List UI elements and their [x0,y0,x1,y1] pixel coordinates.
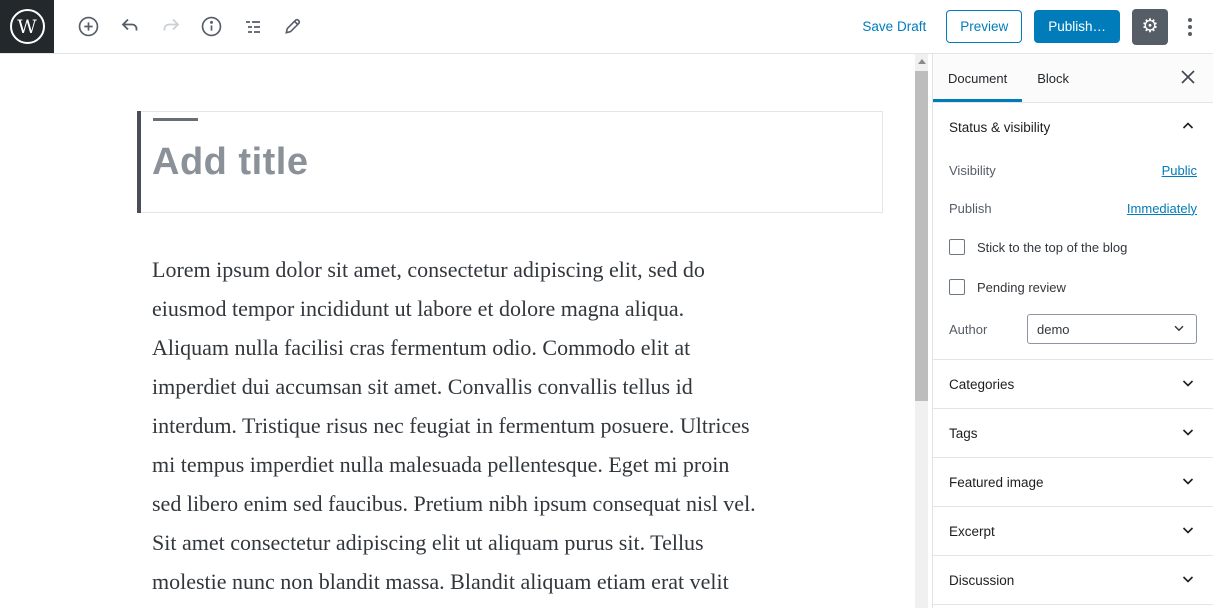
status-visibility-header[interactable] [933,103,1213,151]
publish-button[interactable]: Publish… [1034,10,1120,43]
paragraph-line[interactable]: interdum. Tristique risus nec feugiat in fermentum posuere. Ultrices [152,413,750,438]
paragraph-line[interactable]: eiusmod tempor incididunt ut labore et dolore magna aliqua. [152,296,685,321]
publish-row [949,189,1197,227]
panel-title: Tags [949,425,978,441]
chevron-down-icon [1179,472,1197,493]
visibility-row [949,151,1197,189]
paragraph-line[interactable]: Sit amet consectetur adipiscing elit ut aliquam purus sit. Tellus [152,530,704,555]
stick-to-top-label[interactable]: Stick to the top of the blog [977,239,1128,255]
pending-review-label[interactable]: Pending review [977,279,1066,295]
settings-sidebar [932,54,1213,608]
author-select[interactable] [1027,314,1197,344]
pencil-icon [282,15,306,39]
chevron-down-icon [1171,320,1187,339]
editor-canvas [0,54,915,608]
close-icon [1181,70,1195,87]
panel-title: Discussion [949,572,1015,588]
paragraph-line[interactable]: mi tempus imperdiet nulla malesuada pellentesque. Eget mi proin [152,452,730,477]
selected-block-indicator [137,111,141,213]
chevron-down-icon [1179,521,1197,542]
paragraph-line[interactable]: Lorem ipsum dolor sit amet, consectetur adipiscing elit, sed do [152,257,705,282]
featured-image-panel [933,458,1213,507]
visibility-value-link[interactable]: Public [1161,162,1197,178]
panel-title: Excerpt [949,523,995,539]
header-actions [854,9,1200,45]
pending-review-row [949,267,1197,307]
paragraph-line[interactable]: imperdiet dui accumsan sit amet. Convallis convallis tellus id [152,374,693,399]
categories-panel [933,360,1213,409]
redo-icon [159,15,183,39]
tab-document[interactable]: Document [933,54,1022,102]
author-select-value: demo [1037,321,1070,337]
undo-button[interactable] [116,13,143,40]
wordpress-logo-icon: W [10,9,45,44]
chevron-down-icon [1179,423,1197,444]
preview-button[interactable]: Preview [946,10,1022,43]
close-sidebar-button[interactable] [1175,65,1201,91]
chevron-up-icon [1179,117,1197,138]
tab-block[interactable]: Block [1037,70,1070,86]
redo-button[interactable] [157,13,184,40]
block-drag-handle[interactable] [153,118,198,121]
more-options-icon [1188,18,1192,22]
discussion-panel [933,556,1213,605]
pending-review-checkbox[interactable] [949,279,965,295]
post-title-placeholder[interactable]: Add title [152,141,309,183]
panel-title: Status & visibility [949,119,1051,135]
paragraph-line[interactable]: sed libero enim sed faucibus. Pretium nibh ipsum consequat nisl vel. [152,491,756,516]
add-block-icon [76,14,101,39]
more-options-button[interactable] [1180,12,1200,42]
author-label: Author [949,321,988,337]
scrollbar-thumb[interactable] [915,71,928,401]
status-visibility-panel [933,103,1213,360]
visibility-label: Visibility [949,162,996,178]
scroll-up-arrow-icon [918,59,926,64]
stick-to-top-row [949,227,1197,267]
author-row [949,307,1197,351]
wordpress-logo[interactable] [0,0,54,53]
panel-title: Featured image [949,474,1044,490]
edit-mode-button[interactable] [280,13,307,40]
undo-icon [118,15,142,39]
list-view-icon [241,15,265,39]
post-title-block[interactable] [137,111,883,213]
editor-header [0,0,1213,54]
header-toolbar [75,13,307,40]
tags-panel-header[interactable] [933,409,1213,457]
paragraph-line[interactable]: Aliquam nulla facilisi cras fermentum odio. Commodo elit at [152,335,691,360]
info-icon [199,14,224,39]
add-block-button[interactable] [75,13,102,40]
content-structure-button[interactable] [198,13,225,40]
settings-button[interactable] [1132,9,1168,45]
stick-to-top-checkbox[interactable] [949,239,965,255]
paragraph-line[interactable]: molestie nunc non blandit massa. Blandit aliquam etiam erat velit [152,569,729,594]
publish-value-link[interactable]: Immediately [1126,200,1197,216]
sidebar-tabs [933,54,1213,103]
post-content-paragraph[interactable] [152,250,756,601]
chevron-down-icon [1179,374,1197,395]
canvas-scrollbar[interactable] [915,54,928,608]
discussion-panel-header[interactable] [933,556,1213,604]
tags-panel [933,409,1213,458]
panel-title: Categories [949,376,1015,392]
excerpt-panel-header[interactable] [933,507,1213,555]
block-navigation-button[interactable] [239,13,266,40]
excerpt-panel [933,507,1213,556]
save-draft-button[interactable]: Save Draft [862,19,927,34]
chevron-down-icon [1179,570,1197,591]
gear-icon: ⚙ [1141,16,1159,37]
categories-panel-header[interactable] [933,360,1213,408]
publish-label: Publish [949,200,992,216]
scrollbar-up-button[interactable] [915,54,928,69]
featured-image-panel-header[interactable] [933,458,1213,506]
status-visibility-content [933,151,1213,359]
